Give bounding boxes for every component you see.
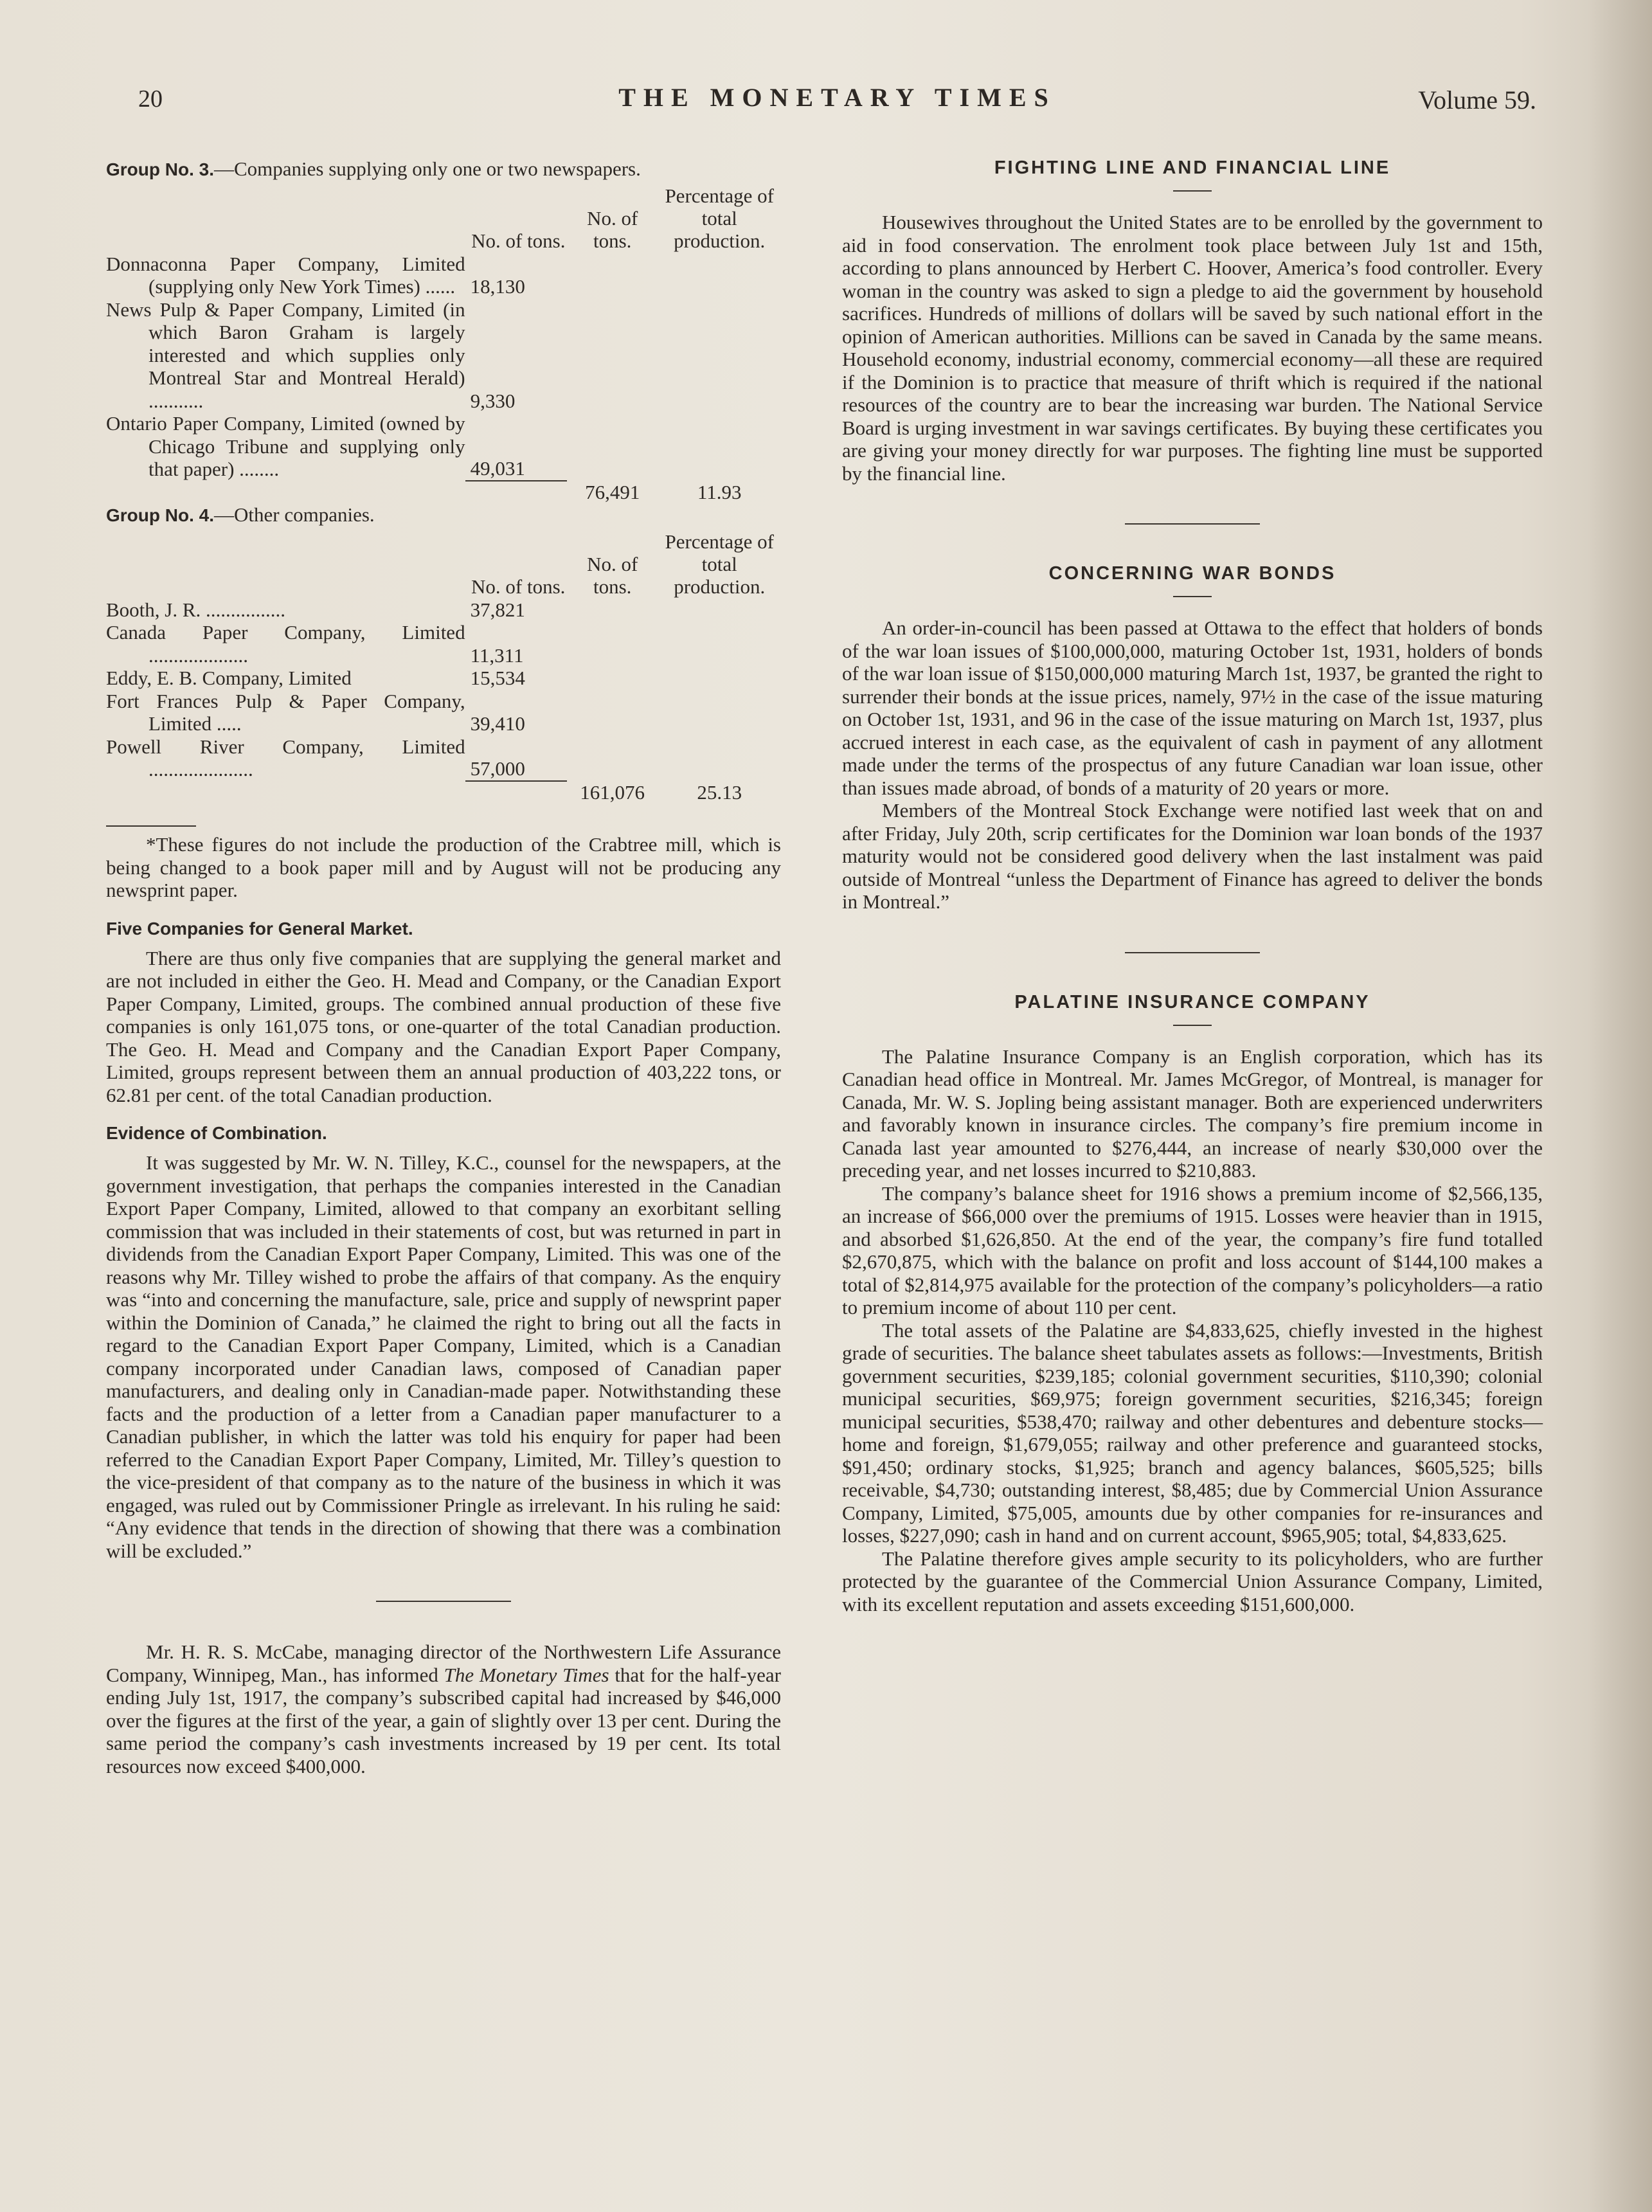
tons-value: 49,031 — [470, 457, 525, 480]
group3-table — [106, 184, 781, 504]
tons-value: 15,534 — [470, 667, 525, 689]
group4-table — [106, 530, 781, 804]
running-header — [138, 82, 1536, 121]
title-rule — [1173, 596, 1212, 597]
table-header-row — [106, 184, 781, 253]
group-percent: 25.13 — [697, 780, 742, 804]
group4-desc: —Other companies. — [214, 503, 375, 526]
col-header: No. of tons. — [587, 206, 638, 252]
table-row — [106, 621, 781, 667]
group4-heading — [106, 503, 781, 527]
col-header: No. of tons. — [471, 229, 566, 252]
title-rule — [1173, 1025, 1212, 1026]
group4-label: Group No. 4. — [106, 505, 214, 525]
total-row — [106, 781, 781, 804]
company-name: Ontario Paper Company, Limited (owned by Chicago Tribune and supplying only that paper) ........ — [106, 412, 465, 480]
table-row — [106, 667, 781, 690]
evidence-heading: Evidence of Combination. — [106, 1123, 327, 1143]
tons-value: 39,410 — [470, 712, 525, 735]
war-bonds-paragraph: An order-in-council has been passed at Ottawa to the effect that holders of bonds of the war loan issues of $100,000,000, maturing October 1st, 1931, holders of bonds of the war loan issue of $150,000,000 maturing March 1st, 1937, be granted the right to surrender their bonds at the issue prices, namely, 97½ in the case of the issue maturing on October 1st, 1931, and 96 in the case of the issue maturing on March 1st, 1937, plus accrued interest in each case, as the equivalent of cash in payment of any allotment made under the terms of the prospectus of any future Canadian war loan issue, other than issues made abroad, of bonds of a maturity of 20 years or more. — [842, 616, 1543, 799]
left-column — [106, 157, 781, 1777]
company-name: Donnaconna Paper Company, Limited (supplying only New York Times) ...... — [106, 252, 465, 298]
volume-label: Volume 59. — [1418, 85, 1536, 114]
company-name: Eddy, E. B. Company, Limited — [106, 667, 352, 689]
war-bonds-paragraph: Members of the Montreal Stock Exchange were notified last week that on and after Friday, July 20th, scrip certificates for the Dominion war loan bonds of the 1937 maturity would not be considered good delivery when the last instalment was paid outside of Montreal “unless the Department of Finance has agreed to deliver the bonds in Montreal.” — [842, 799, 1543, 913]
table-row — [106, 690, 781, 735]
tons-value: 57,000 — [470, 757, 525, 780]
group-total: 76,491 — [585, 480, 640, 503]
col-header: Percentage of total production. — [665, 530, 774, 598]
table-row — [106, 298, 781, 413]
mccabe-publication: The Monetary Times — [444, 1663, 609, 1686]
tons-value: 11,311 — [470, 643, 524, 667]
tons-value: 18,130 — [470, 275, 525, 298]
five-companies-text: There are thus only five companies that are supplying the general market and are not included in either the Geo. H. Mead and Company, or the Canadian Export Paper Company, Limited, groups. The combined annual production of these five companies is only 161,075 tons, or one-quarter of the total Canadian production. The Geo. H. Mead and Company and the Canadian Export Paper Company, Limited, groups represent between them an annual production of 403,222 tons, or 62.81 per cent. of the total Canadian production. — [106, 946, 781, 1106]
total-row — [106, 481, 781, 504]
page-gutter-shadow — [1588, 0, 1652, 2212]
total-rule — [465, 481, 567, 504]
company-name: News Pulp & Paper Company, Limited (in which Baron Graham is largely interested and which supplies only Montreal Star and Montreal Herald) ........... — [106, 298, 465, 412]
war-bonds-title: CONCERNING WAR BONDS — [1048, 563, 1336, 584]
group3-heading — [106, 157, 781, 181]
mccabe-text-start: Mr. H. R. S. McCabe, managing director of the Northwestern Life Assurance Company, Winnipeg, Man., has informed — [106, 1641, 781, 1686]
footnote-rule — [106, 825, 196, 827]
section-separator — [1125, 952, 1260, 953]
mccabe-text-end: that for the half-year ending July 1st, 1917, the company’s subscribed capital had increased by $46,000 over the figures at the first of the year, a gain of slightly over 13 per cent. During the same period the company’s cash investments increased by 19 per cent. Its total resources now exceed $400,000. — [106, 1663, 781, 1777]
table-header-row — [106, 530, 781, 598]
palatine-paragraph: The Palatine therefore gives ample security to its policyholders, who are further protected by the guarantee of the Commercial Union Assurance Company, Limited, with its excellent reputation and assets exceeding $151,600,000. — [842, 1547, 1543, 1615]
right-column — [842, 157, 1543, 1615]
table-row — [106, 598, 781, 622]
group-total: 161,076 — [580, 780, 645, 804]
group3-label: Group No. 3. — [106, 159, 214, 179]
tons-value: 9,330 — [470, 389, 516, 412]
section-separator — [1125, 523, 1260, 525]
section-separator — [376, 1601, 511, 1602]
palatine-paragraph: The Palatine Insurance Company is an English corporation, which has its Canadian head office in Montreal. Mr. James McGregor, of Montreal, is manager for Canada, Mr. W. S. Jopling being assistant manager. Both are experienced underwriters and favorably known in insurance circles. The company’s fire premium income in Canada last year amounted to $276,444, an increase of nearly $30,000 over the preceding year, and net losses incurred to $210,883. — [842, 1045, 1543, 1182]
company-name: Powell River Company, Limited ..................... — [106, 735, 465, 780]
mccabe-paragraph — [106, 1641, 781, 1777]
table-row — [106, 412, 781, 481]
table-row — [106, 253, 781, 298]
fighting-line-text: Housewives throughout the United States are to be enrolled by the government to aid in food conservation. The enrolment took place between July 1st and 15th, according to plans announced by Herbert C. Hoover, America’s food controller. Every woman in the country was asked to sign a pledge to aid the government by household sacrifices. Hundreds of millions of dollars will be saved by such national effort in the opinion of American authorities. Millions can be saved in Canada by the same means. Household economy, industrial economy, commercial economy—all these are required if the Dominion is to practice that measure of thrift which is required if the national resources of the country are to bear the increasing war burden. The National Service Board is urging investment in war savings certificates. By buying these certificates you are giving your money directly for war purposes. The fighting line must be supported by the financial line. — [842, 211, 1543, 485]
page-number: 20 — [138, 85, 163, 112]
fighting-line-title: FIGHTING LINE AND FINANCIAL LINE — [994, 157, 1391, 178]
palatine-paragraph: The company’s balance sheet for 1916 shows a premium income of $2,566,135, an increase of $66,000 over the premiums of 1915. Losses were heavier than in 1915, and absorbed $1,626,850. At the end of the year, the company’s fire fund totalled $2,670,875, which with the balance on profit and loss account of $144,100 makes a total of $2,814,975 available for the protection of the company’s policyholders—a ratio to premium income of about 110 per cent. — [842, 1182, 1543, 1318]
palatine-paragraph: The total assets of the Palatine are $4,833,625, chiefly invested in the highest grade of securities. The balance sheet tabulates assets as follows:—Investments, British government securities, $239,185; colonial government securities, $110,390; colonial municipal securities, $69,975; foreign government securities, $216,345; foreign municipal securities, $538,470; railway and other debentures and debenture stocks—home and foreign, $1,679,055; railway and other preference and guaranteed stocks, $91,450; ordinary stocks, $1,925; branch and agency balances, $605,525; bills receivable, $4,730; outstanding interest, $8,485; due by Commercial Union Assurance Company, Limited, $75,005, amounts due by other companies for re-insurances and losses, $227,090; cash in hand and on current account, $965,905; total, $4,833,625. — [842, 1318, 1543, 1547]
tons-value: 37,821 — [470, 598, 525, 621]
col-header: No. of tons. — [587, 552, 638, 598]
col-header: No. of tons. — [471, 575, 566, 598]
company-name: Canada Paper Company, Limited .................... — [106, 621, 465, 667]
col-header: Percentage of total production. — [665, 184, 774, 252]
evidence-text: It was suggested by Mr. W. N. Tilley, K.C., counsel for the newspapers, at the government investigation, that perhaps the companies interested in the Canadian Export Paper Company, Limited, allowed to that company an exorbitant selling commission that was included in their statements of cost, but was returned in part in dividends from the Canadian Export Paper Company, Limited. This was one of the reasons why Mr. Tilley wished to probe the affairs of that company. As the enquiry was “into and concerning the manufacture, sale, price and supply of newsprint paper within the Dominion of Canada,” he claimed the right to bring out all the facts in regard to the Canadian Export Paper Company, Limited, which is a Canadian company incorporated under Canadian laws, composed of Canadian paper manufacturers, and dealing only in Canadian-made paper. Notwithstanding these facts and the production of a letter from a Canadian paper manufacturer to a Canadian publisher, in which the latter was told his enquiry for paper had been referred to the Canadian Export Paper Company, Limited, Mr. Tilley’s question to the vice-president of that company as to the nature of the business in which it was engaged, was ruled out by Commissioner Pringle as irrelevant. In his ruling he said: “Any evidence that tends in the direction of showing that there was a combination will be excluded.” — [106, 1151, 781, 1562]
footnote: *These figures do not include the production of the Crabtree mill, which is being changed to a book paper mill and by August will not be producing any newsprint paper. — [106, 833, 781, 901]
publication-title: THE MONETARY TIMES — [618, 83, 1056, 112]
palatine-title: PALATINE INSURANCE COMPANY — [1014, 991, 1370, 1012]
company-name: Fort Frances Pulp & Paper Company, Limited ..... — [106, 689, 465, 735]
title-rule — [1173, 190, 1212, 192]
five-companies-heading: Five Companies for General Market. — [106, 918, 413, 939]
table-row — [106, 735, 781, 781]
company-name: Booth, J. R. ................ — [106, 598, 286, 621]
group3-desc: —Companies supplying only one or two newspapers. — [214, 157, 641, 180]
group-percent: 11.93 — [697, 480, 742, 503]
total-rule — [465, 781, 567, 804]
